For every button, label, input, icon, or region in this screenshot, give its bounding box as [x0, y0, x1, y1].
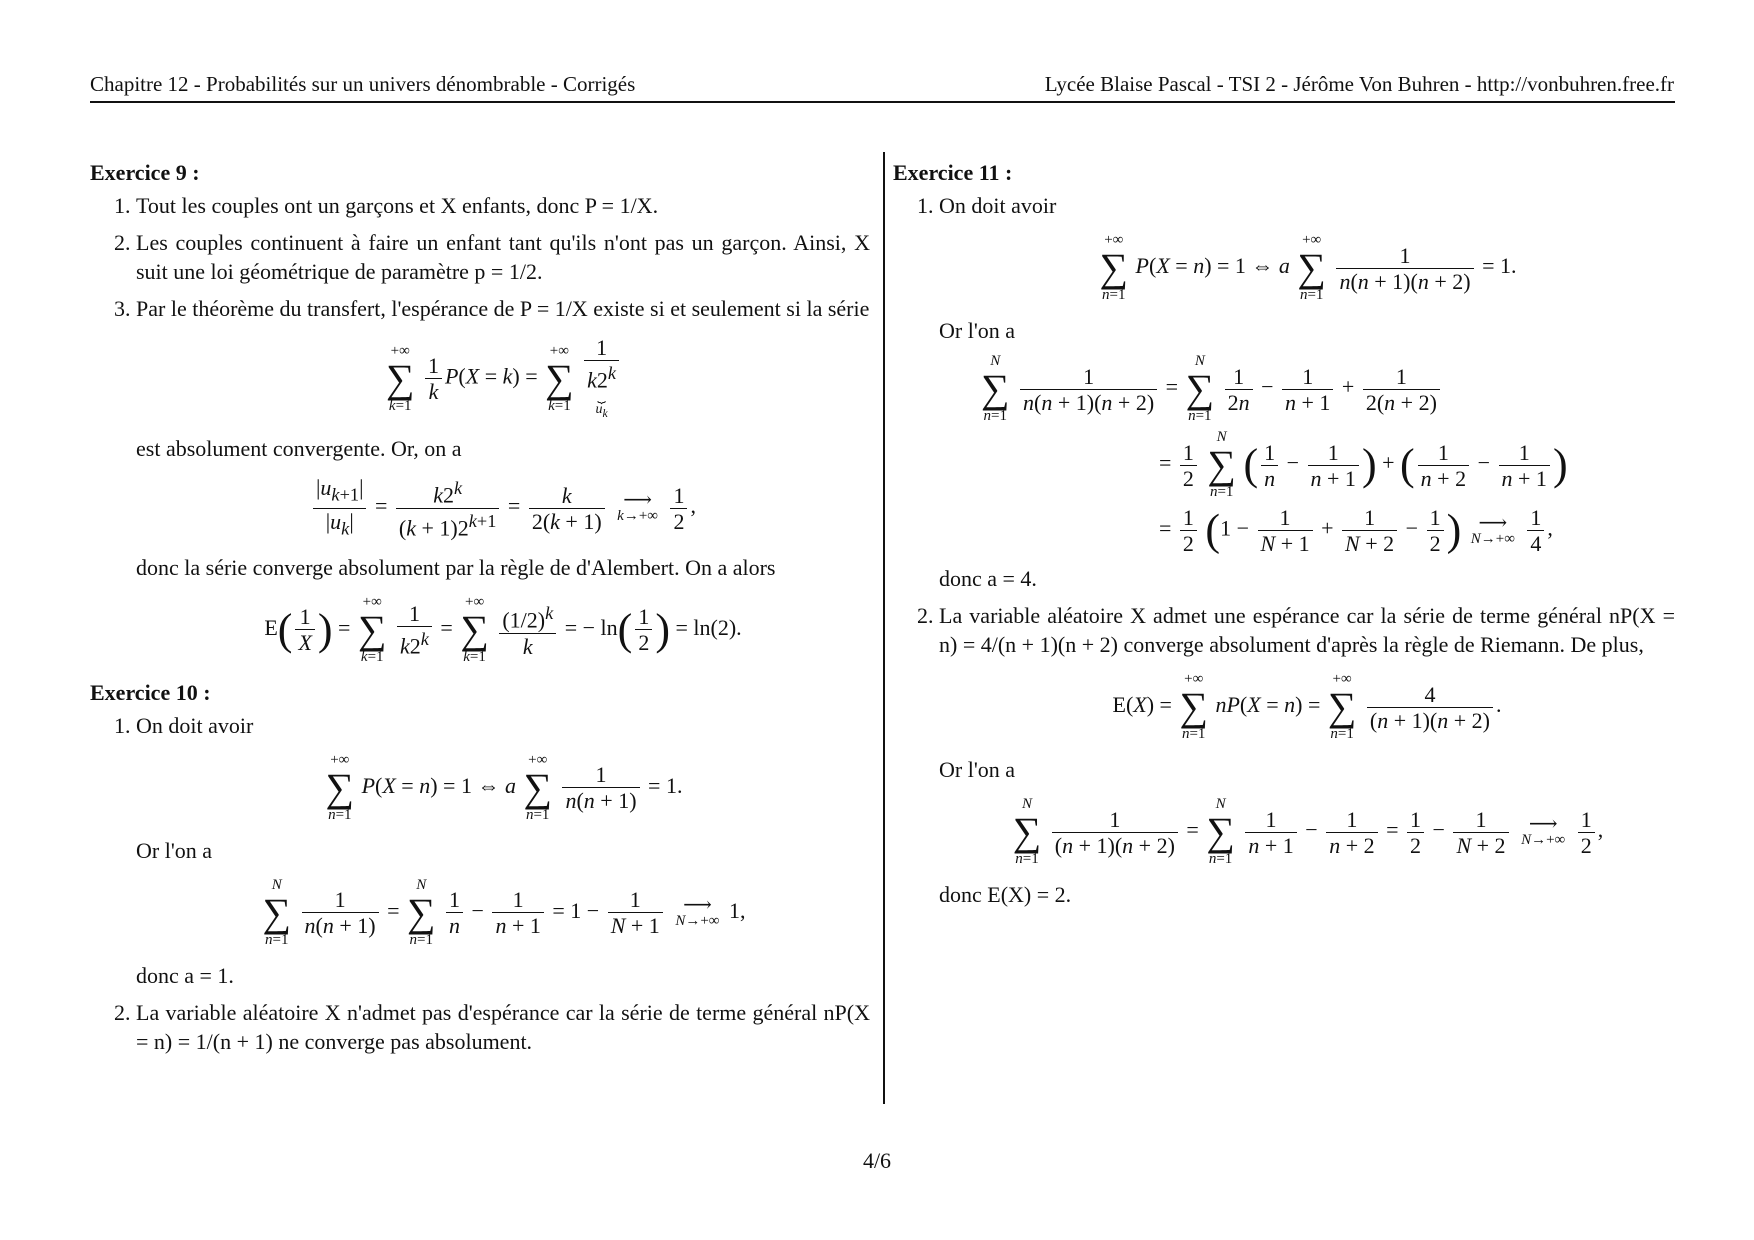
exercise-11-item-1-conclusion: donc a = 4. [939, 566, 1037, 591]
right-column [893, 158, 1675, 917]
exercise-10-item-1 [136, 711, 870, 990]
exercise-10-item-1-middle: Or l'on a [136, 837, 213, 863]
exercise-11-item-1-intro: On doit avoir [939, 193, 1057, 218]
exercise-10-list [90, 711, 870, 1056]
header-rule [90, 101, 1675, 103]
exercise-10-item-2-text: La variable aléatoire X n'admet pas d'espérance car la série de terme général nP(X = n) = 1/(n + 1) ne converge pas absolument. [136, 999, 870, 1054]
exercise-10-item-1-conclusion: donc a = 1. [136, 962, 234, 988]
exercise-10-title: Exercice 10 : [90, 679, 211, 705]
exercise-9-item-3-intro: Par le théorème du transfert, l'espérance de P = 1/X existe si et seulement si la série [136, 296, 870, 321]
page-number: 4/6 [862, 1148, 892, 1173]
equation-ratio-test: $\frac{|u_{k+1}|}{|u_k|}$ = $\frac{k2^k}{(k + 1)2^{k+1}}$ = $\frac{k}{2(k + 1)}$ ⟶ k→+∞ $\frac{1}{2}$ , [136, 475, 870, 541]
exercise-11-item-2-conclusion: donc E(X) = 2. [939, 882, 1072, 907]
equation-telescoping-11: N ∑ n=1 $\frac{1}{n(n + 1)(n + 2)}$ = N ∑ n=1 $\frac{1}{2n}$ − $\frac{1}{n + 1}$ + $\frac{1}{2(n + 2)}$ = $\frac{1}{2}$ N ∑ n=1 ( $\frac{1}{n}$ − $\frac{1}{n + 1}$ ) + ( $\frac{1}{n + 2}$ − $\frac{1}{n + 1}$ ) = $\frac{1}{2}$ (1 − $\frac{1}{N + 1}$ + $\frac{1}{N + 2}$ − $\frac{1}{2}$ ) ⟶ N→+∞ $\frac{1}{4}$ , [981, 353, 1568, 556]
exercise-9-item-3-middle: est absolument convergente. Or, on a [136, 436, 462, 462]
exercise-10-item-1-intro: On doit avoir [136, 712, 254, 738]
header-author-info: Lycée Blaise Pascal - TSI 2 - Jérôme Von Buhren - http://vonbuhren.free.fr [1044, 72, 1674, 96]
exercise-9-item-3 [136, 294, 870, 666]
exercise-9-item-2-text: Les couples continuent à faire un enfant tant qu'ils n'ont pas un garçon. Ainsi, X suit une loi géométrique de paramètre p = 1/2. [136, 230, 870, 284]
column-divider [883, 152, 885, 1104]
exercise-9-item-3-conclusion: donc la série converge absolument par la règle de d'Alembert. On a alors [136, 554, 776, 580]
left-column [90, 158, 870, 1064]
equation-normalization-11: +∞ ∑ n=1 P(X = n) = 1 ⇔ a +∞ ∑ n=1 $\frac{1}{n(n + 1)(n + 2)}$ = 1. [1099, 232, 1517, 303]
equation-normalization-10: +∞ ∑ n=1 P(X = n) = 1 ⇔ a +∞ ∑ n=1 $\frac{1}{n(n + 1)}$ = 1. [325, 751, 683, 823]
exercise-11-list [893, 191, 1675, 909]
exercise-9-item-2 [136, 228, 870, 286]
equation-telescoping-11b: N ∑ n=1 $\frac{1}{(n + 1)(n + 2)}$ = N ∑ n=1 $\frac{1}{n + 1}$ − $\frac{1}{n + 2}$ = $\frac{1}{2}$ − $\frac{1}{N + 2}$ ⟶ N→+∞ $\frac{1}{2}$ , [1012, 796, 1604, 867]
equation-expectation-result: E( $\frac{1}{X}$ ) = +∞ ∑ k=1 $\frac{1}{k2^k}$ = +∞ ∑ k=1 $\frac{(1/2)^k}{k}$ = − ln( $\frac{1}{2}$ ) = ln(2). [264, 593, 742, 665]
exercise-11-item-2-middle: Or l'on a [939, 757, 1016, 782]
equation-telescoping-10: N ∑ n=1 $\frac{1}{n(n + 1)}$ = N ∑ n=1 $\frac{1}{n}$ − $\frac{1}{n + 1}$ = 1 − $\frac{1}{N + 1}$ ⟶ N→+∞ 1, [262, 876, 746, 948]
exercise-11-item-1 [939, 191, 1675, 593]
exercise-10-item-2 [136, 998, 870, 1056]
exercise-11-item-2 [939, 601, 1675, 909]
exercise-9-item-1-text: Tout les couples ont un garçons et X enfants, donc P = 1/X. [136, 193, 659, 218]
header-chapter-title: Chapitre 12 - Probabilités sur un univers dénombrable - Corrigés [90, 72, 636, 96]
exercise-9-list [90, 191, 870, 666]
exercise-9-item-1 [136, 191, 870, 220]
exercise-11-title: Exercice 11 : [893, 160, 1013, 185]
exercise-11-item-1-middle: Or l'on a [939, 318, 1016, 343]
equation-series-expectation: +∞ ∑ k=1 $\frac{1}{k}$ P(X = k) = +∞ ∑ k=1 1 k2$^k$ ⏟ $u_k$ [136, 335, 870, 422]
equation-expectation-11: E(X) = +∞ ∑ n=1 nP(X = n) = +∞ ∑ n=1 $\frac{4}{(n + 1)(n + 2)}$ . [1112, 671, 1502, 742]
exercise-11-item-2-intro: La variable aléatoire X admet une espérance car la série de terme général nP(X = n) = 4/(n + 1)(n + 2) converge absolument d'après la règle de Riemann. De plus, [939, 603, 1675, 657]
exercise-9-title: Exercice 9 : [90, 160, 200, 185]
